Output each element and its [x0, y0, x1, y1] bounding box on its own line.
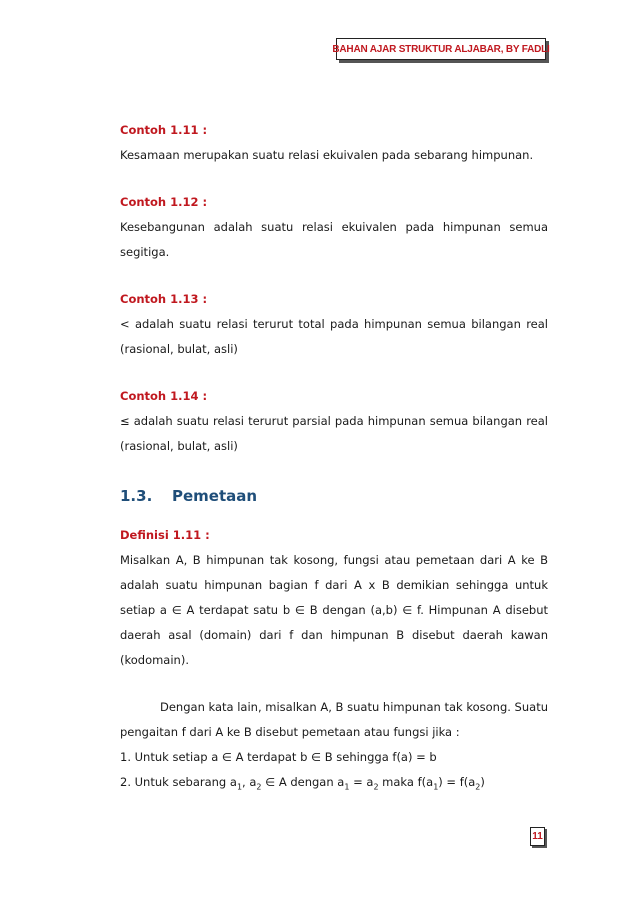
- document-header: BAHAN AJAR STRUKTUR ALJABAR, BY FADLI: [336, 38, 546, 60]
- section-number: 1.3.: [120, 487, 153, 505]
- example-text: Kesamaan merupakan suatu relasi ekuivalen pada sebarang himpunan.: [120, 148, 534, 162]
- example-text: ≤ adalah suatu relasi terurut parsial pada himpunan semua bilangan real (rasional, bulat, asli): [120, 414, 548, 453]
- example-label: Contoh 1.13 :: [120, 292, 208, 306]
- page-number: 11: [530, 827, 545, 846]
- example-label: Contoh 1.14 :: [120, 389, 208, 403]
- section-heading: [120, 481, 548, 511]
- example-1-11: [120, 118, 548, 168]
- definition-text: Misalkan A, B himpunan tak kosong, fungsi atau pemetaan dari A ke B adalah suatu himpunan bagian f dari A x B demikian sehingga untuk setiap a ∈ A terdapat satu b ∈ B dengan (a,b) ∈ f. Himpunan A disebut daerah asal (domain) dari f dan himpunan B disebut daerah kawan (kodomain).: [120, 553, 548, 667]
- example-1-12: [120, 190, 548, 265]
- page-content: [120, 118, 548, 799]
- example-text: Kesebangunan adalah suatu relasi ekuivalen pada himpunan semua segitiga.: [120, 220, 548, 259]
- example-1-14: [120, 384, 548, 459]
- example-1-13: [120, 287, 548, 362]
- example-label: Contoh 1.11 :: [120, 123, 208, 137]
- section-title: Pemetaan: [172, 487, 258, 505]
- list-item-1: 1. Untuk setiap a ∈ A terdapat b ∈ B sehingga f(a) = b: [120, 750, 437, 764]
- list-item-2: 2. Untuk sebarang $a_1$, $a_2$ ∈ A dengan $a_1 = a_2$ maka $f(a_1) = f(a_2)$: [120, 775, 485, 792]
- example-label: Contoh 1.12 :: [120, 195, 208, 209]
- definition-label: Definisi 1.11 :: [120, 528, 210, 542]
- definition-1-11: [120, 523, 548, 673]
- explanation-paragraph: Dengan kata lain, misalkan A, B suatu himpunan tak kosong. Suatu pengaitan f dari A ke B disebut pemetaan atau fungsi jika :: [120, 700, 548, 739]
- example-text: < adalah suatu relasi terurut total pada himpunan semua bilangan real (rasional, bulat, asli): [120, 317, 548, 356]
